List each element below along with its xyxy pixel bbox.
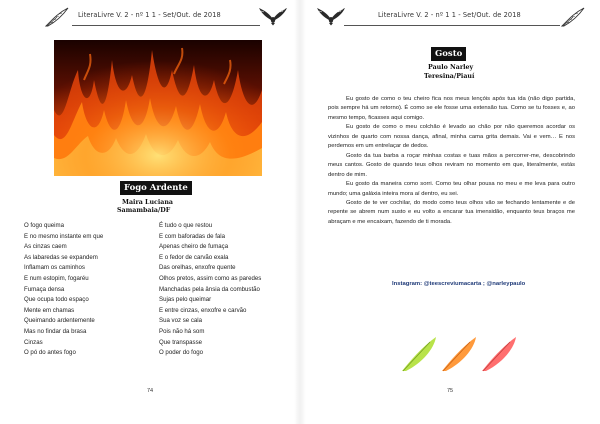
quill-icon — [44, 6, 70, 28]
poem-line: E o fedor de carvão exala — [159, 253, 229, 261]
poem-line: É tudo o que restou — [159, 222, 213, 229]
text-author: Paulo Narley — [428, 64, 474, 71]
feathers-illustration-icon — [400, 333, 530, 373]
poem-line: As labaredas se expandem — [24, 253, 98, 261]
right-page — [300, 0, 600, 424]
prose-body — [328, 95, 575, 227]
poem-line: Sua voz se cala — [159, 317, 203, 325]
poem-line: Mente em chamas — [24, 306, 75, 314]
poem-line: Cinzas — [24, 338, 43, 346]
poem-line: E no mesmo instante em que — [24, 232, 104, 240]
text-city: Teresina/Piauí — [424, 73, 475, 80]
poem-author: Maira Luciana — [122, 199, 174, 206]
text-title: Gosto — [431, 47, 466, 61]
poem-line: O poder do fogo — [159, 349, 204, 357]
bird-emblem-icon — [316, 6, 346, 26]
poem-line: Pois não há som — [159, 327, 205, 335]
poem-column-1 — [24, 221, 103, 359]
page-header — [314, 6, 586, 28]
poem-line: Sujas pelo queimar — [159, 296, 212, 304]
poem-line: Que ocupa todo espaço — [24, 296, 89, 304]
page-number: 75 — [447, 388, 454, 394]
poem-city: Samambaia/DF — [117, 207, 171, 214]
fire-image — [54, 40, 262, 176]
paragraph: Gosto da tua barba a roçar minhas costas e tuas mãos a percorrer-me, descobrindo meus cantos. Gosto de quando teus olhos reviram no momento em que, literalmente, estás dentro de mim. — [328, 152, 575, 178]
poem-line: Inflamam os caminhos — [24, 264, 85, 272]
header-text: LiteraLivre V. 2 - nº 1 1 - Set/Out. de 2018 — [378, 11, 521, 19]
poem-line: Olhos pretos, assim como as paredes — [159, 274, 262, 282]
poem-line: Apenas cheiro de fumaça — [159, 243, 229, 251]
bird-emblem-icon — [258, 6, 288, 26]
quill-icon — [560, 6, 586, 28]
page-number: 74 — [147, 388, 154, 394]
instagram-handles: Instagram: @teescreviumacarta ; @narleypaulo — [392, 281, 526, 287]
paragraph: Eu gosto da maneira como sorri. Como teu olhar pousa no meu e me leva para outro mundo; uma galáxia inteira mora aí dentro, eu sei. — [328, 181, 575, 197]
page-header — [14, 6, 286, 28]
poem-line: E num estopim, fogaréu — [24, 274, 89, 282]
poem-line: E com baforadas de fala — [159, 232, 226, 240]
poem-line: Mas no findar da brasa — [24, 327, 87, 335]
poem-line: Que transpasse — [159, 338, 203, 346]
poem-title: Fogo Ardente — [120, 181, 192, 195]
poem-line: O pó do antes fogo — [24, 349, 76, 357]
paragraph: Eu gosto de como o teu cheiro fica nos meus lençóis após tua ida (não digo partida, pois sempre há um retorno). É como se ele fosse uma extensão tua. Como se tu fosses e, ao mesmo tempo, ficasses aqui comigo. — [328, 96, 575, 121]
poem-line: Queimando ardentemente — [24, 317, 95, 325]
poem-line: Manchadas pela ânsia da combustão — [159, 285, 260, 293]
header-rule — [72, 25, 260, 26]
poem-line: Das orelhas, enxofre quente — [159, 264, 236, 272]
poem-line: As cinzas caem — [24, 243, 67, 251]
paragraph: Gosto de te ver cochilar, do modo como teus olhos vão se fechando lentamente e de repente se abrem num susto e eu volto a encarar tua imensidão, enquanto teus braços me abraçam e me encaixam, fazendo de ti morada. — [328, 199, 575, 225]
poem-column-2 — [159, 221, 261, 359]
paragraph: Eu gosto de como o meu colchão é levado ao chão por não queremos acordar os vizinhos de quarto com nossa dança, afinal, minha cama grita demais. Vai e vem… E nos perdemos em um entrelaçar de dedos. — [328, 124, 575, 150]
poem-line: O fogo queima — [24, 222, 64, 229]
header-text: LiteraLivre V. 2 - nº 1 1 - Set/Out. de 2018 — [78, 11, 221, 19]
poem-line: Fumaça densa — [24, 285, 65, 293]
poem-line: E entre cinzas, enxofre e carvão — [159, 306, 247, 314]
header-rule — [344, 25, 560, 26]
